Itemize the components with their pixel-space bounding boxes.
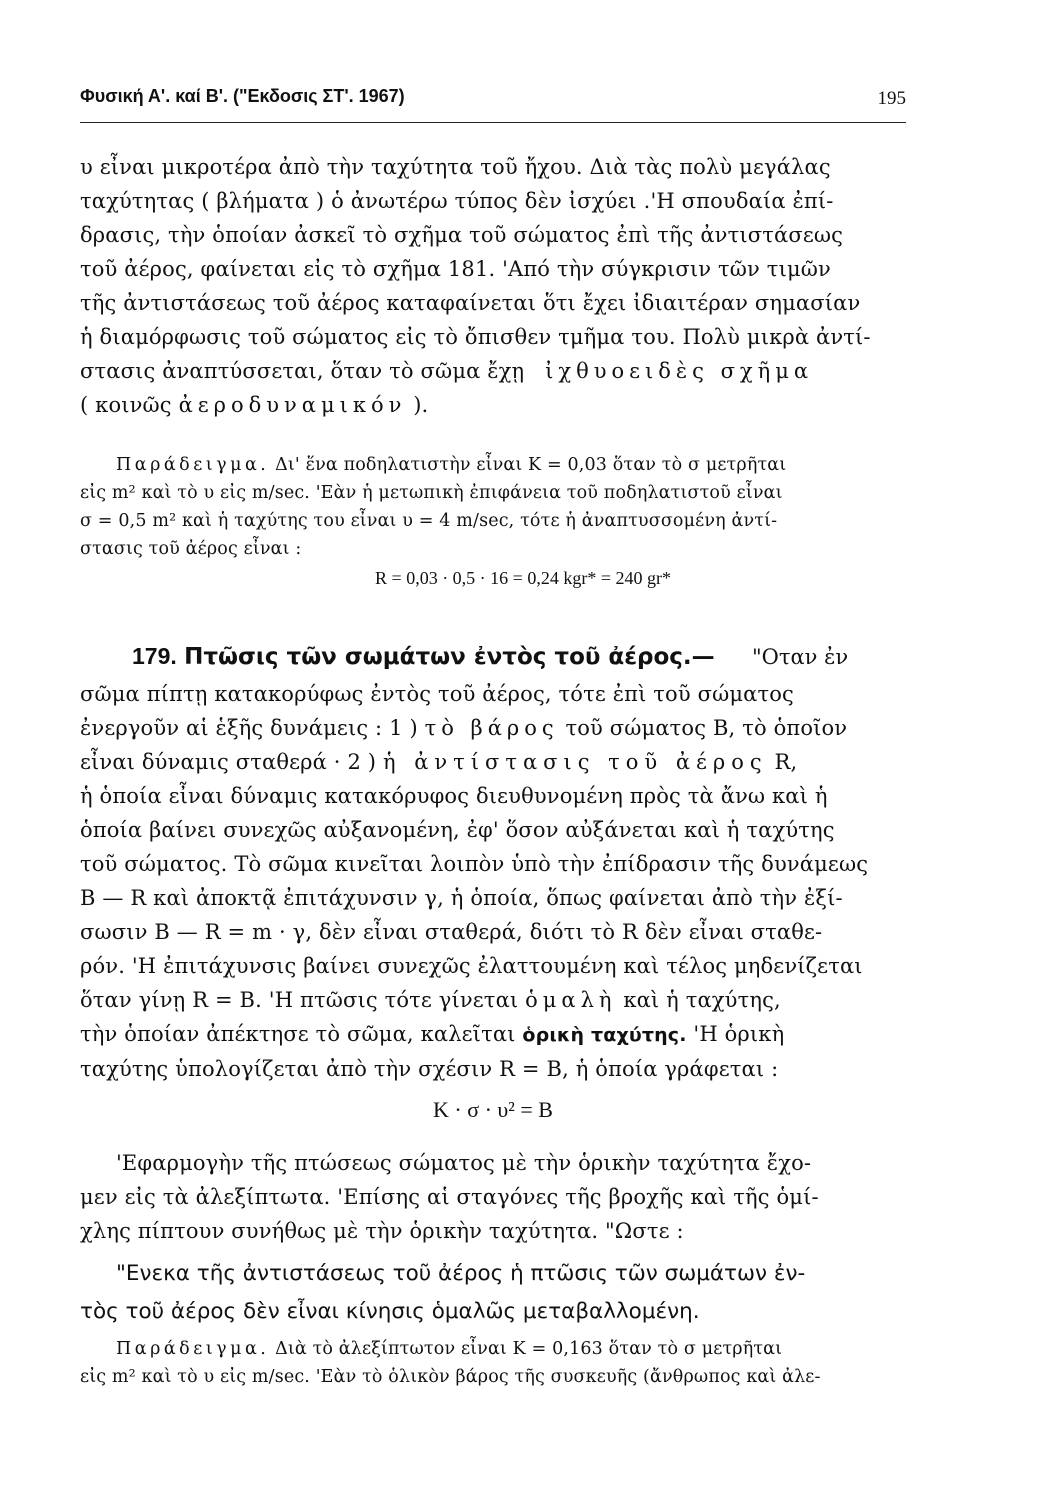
example-parachute — [80, 1336, 942, 1364]
page-number: 195 — [877, 88, 906, 109]
header-rule — [80, 122, 906, 123]
text-span: 'Η ὁρικὴ — [693, 1022, 785, 1046]
text-line: τοῦ ἀέρος, φαίνεται εἰς τὸ σχῆμα 181. 'Από τὴν σύγκρισιν τῶν τιμῶν — [80, 257, 831, 281]
text-line: ὁποία βαίνει συνεχῶς αὐξανομένη, ἐφ' ὅσον αὐξάνεται καὶ ἡ ταχύτης — [80, 818, 835, 842]
text-line: ρόν. 'Η ἐπιτάχυνσις βαίνει συνεχῶς ἐλαττουμένη καὶ τέλος μηδενίζεται — [80, 954, 863, 978]
text-line: υ εἶναι μικροτέρα ἀπὸ τὴν ταχύτητα τοῦ ἤχου. Διὰ τὰς πολὺ μεγάλας — [80, 155, 831, 179]
spaced-term-air-resistance: ἡ ἀντίστασις τοῦ ἀέρος — [382, 750, 768, 774]
text-span: στασις ἀναπτύσσεται, ὅταν τὸ σῶμα ἔχῃ — [80, 359, 525, 383]
example-label: Παράδειγμα. — [116, 455, 270, 475]
text-span: εἶναι δύναμις σταθερά · 2 ) — [80, 750, 377, 774]
paragraph-resistance-shape — [80, 150, 906, 422]
section-number: 179. — [132, 643, 177, 669]
text-line: B — R καὶ ἀποκτᾷ ἐπιτάχυνσιν γ, ἡ ὁποία, ὅπως φαίνεται ἀπὸ τὴν ἐξί- — [80, 886, 843, 910]
text-line — [80, 354, 906, 388]
text-line: εἰς m² καὶ τὸ υ εἰς m/sec. 'Εὰν ἡ μετωπικὴ ἐπιφάνεια τοῦ ποδηλατιστοῦ εἶναι — [80, 483, 783, 503]
running-header — [80, 86, 906, 107]
text-line: ἡ διαμόρφωσις τοῦ σώματος εἰς τὸ ὄπισθεν τμῆμα του. Πολὺ μικρὰ ἀντί- — [80, 325, 871, 349]
text-line: στασις τοῦ ἀέρος εἶναι : — [80, 538, 302, 559]
text-span: τοῦ σώματος B, τὸ ὁποῖον — [565, 716, 848, 740]
text-span: ὅταν γίνῃ R = B. 'Η πτῶσις τότε γίνεται — [80, 988, 519, 1012]
text-line: μεν εἰς τὰ ἀλεξίπτωτα. 'Επίσης αἱ σταγόνες τῆς βροχῆς καὶ τῆς ὁμί- — [80, 1185, 819, 1209]
text-span: τὴν ὁποίαν ἀπέκτησε τὸ σῶμα, καλεῖται — [80, 1022, 516, 1046]
text-line: 'Εφαρμογὴν τῆς πτώσεως σώματος μὲ τὴν ὁρικὴν ταχύτητα ἔχο- — [116, 1151, 812, 1175]
paragraph-applications — [80, 1146, 906, 1248]
text-line: ταχύτης ὑπολογίζεται ἀπὸ τὴν σχέσιν R = B, ἡ ὁποία γράφεται : — [80, 1057, 779, 1081]
text-line: "Ενεκα τῆς ἀντιστάσεως τοῦ ἀέρος ἡ πτῶσις τῶν σωμάτων ἐν- — [116, 1261, 806, 1286]
text-line: ταχύτητας ( βλήματα ) ὁ ἀνωτέρω τύπος δὲν ἰσχύει .'Η σπουδαία ἐπί- — [80, 189, 834, 213]
text-span: ( κοινῶς — [80, 393, 172, 417]
text-span: ). — [413, 393, 429, 417]
text-line — [116, 452, 942, 480]
text-line: σῶμα πίπτῃ κατακορύφως ἐντὸς τοῦ ἀέρος, τότε ἐπὶ τοῦ σώματος — [80, 682, 794, 706]
text-line — [80, 711, 906, 745]
text-span: Δι' ἕνα ποδηλατιστὴν εἶναι Κ = 0,03 ὅταν τὸ σ μετρῆται — [275, 455, 787, 475]
equation-terminal-velocity: K · σ · υ² = B — [433, 1097, 553, 1122]
spaced-term-aerodynamic: ἀεροδυναμικόν — [178, 393, 407, 417]
text-line: τὸς τοῦ ἀέρος δὲν εἶναι κίνησις ὁμαλῶς μεταβαλλομένη. — [80, 1299, 700, 1324]
text-line: ἡ ὁποία εἶναι δύναμις κατακόρυφος διευθυνομένη πρὸς τὰ ἄνω καὶ ἡ — [80, 784, 828, 808]
section-title: Πτῶσις τῶν σωμάτων ἐντὸς τοῦ ἀέρος.— — [184, 644, 715, 670]
example-cyclist — [80, 452, 942, 480]
text-line: δρασις, τὴν ὁποίαν ἀσκεῖ τὸ σχῆμα τοῦ σώματος ἐπὶ τῆς ἀντιστάσεως — [80, 223, 844, 247]
spaced-term-weight: τὸ βάρος — [424, 716, 559, 740]
text-line — [80, 1017, 906, 1052]
text-line: εἰς m² καὶ τὸ υ εἰς m/sec. 'Εὰν τὸ ὁλικὸν βάρος τῆς συσκευῆς (ἄνθρωπος καὶ ἀλε- — [80, 1367, 821, 1387]
text-span: καὶ ἡ ταχύτης, — [623, 988, 781, 1012]
bold-term-terminal-velocity: ὁρικὴ ταχύτης. — [522, 1024, 687, 1046]
text-line — [80, 388, 906, 422]
text-line — [80, 983, 906, 1017]
paragraph-falling-bodies — [80, 677, 906, 1086]
text-line: τῆς ἀντιστάσεως τοῦ ἀέρος καταφαίνεται ὅτι ἔχει ἰδιαιτέραν σημασίαν — [80, 291, 861, 315]
text-span: R, — [774, 750, 798, 774]
spaced-term-fish-shape: ἰχθυοειδὲς σχῆμα — [545, 359, 814, 383]
example-label: Παράδειγμα. — [116, 1339, 270, 1359]
text-line — [80, 745, 906, 779]
rule-statement — [80, 1255, 906, 1331]
running-title: Φυσική Α'. καί Β'. ("Εκδοσις ΣΤ'. 1967) — [80, 86, 405, 106]
text-span: "Οταν ἐν — [752, 645, 849, 669]
example-cyclist-body — [80, 480, 906, 563]
section-heading — [132, 643, 848, 670]
spaced-term-uniform: ὁμαλὴ — [525, 988, 617, 1012]
equation-resistance: R = 0,03 · 0,5 · 16 = 0,24 kgr* = 240 gr* — [375, 568, 671, 588]
text-span: Διὰ τὸ ἀλεξίπτωτον εἶναι K = 0,163 ὅταν τὸ σ μετρῆται — [275, 1339, 783, 1359]
text-line: χλης πίπτουν συνήθως μὲ τὴν ὁρικὴν ταχύτητα. "Ωστε : — [80, 1219, 684, 1243]
text-span: ἐνεργοῦν αἱ ἑξῆς δυνάμεις : 1 ) — [80, 716, 418, 740]
text-line: σ = 0,5 m² καὶ ἡ ταχύτης του εἶναι υ = 4 m/sec, τότε ἡ ἀναπτυσσομένη ἀντί- — [80, 510, 778, 531]
example-parachute-body — [80, 1364, 906, 1392]
text-line — [116, 1336, 942, 1364]
text-line: τοῦ σώματος. Τὸ σῶμα κινεῖται λοιπὸν ὑπὸ τὴν ἐπίδρασιν τῆς δυνάμεως — [80, 852, 869, 876]
text-line: σωσιν B — R = m · γ, δὲν εἶναι σταθερά, διότι τὸ R δὲν εἶναι σταθε- — [80, 920, 823, 944]
